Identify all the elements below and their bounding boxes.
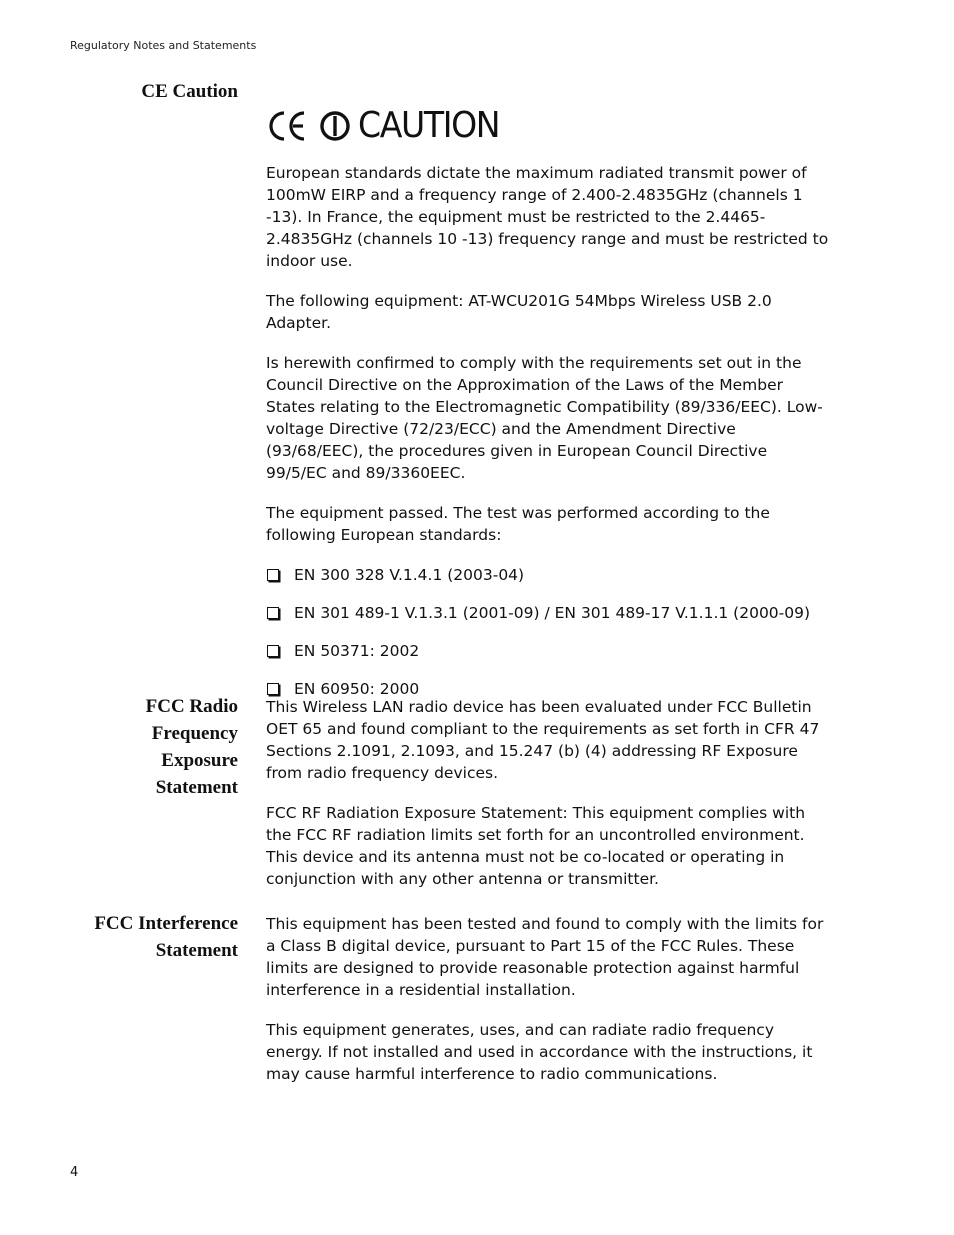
checkbox-bullet-icon: [267, 607, 279, 619]
standard-text: EN 301 489-1 V.1.3.1 (2001-09) / EN 301 489-17 V.1.1.1 (2000-09): [294, 604, 811, 622]
page-number: 4: [70, 1165, 79, 1180]
fcc-rf-body: [266, 696, 831, 908]
standard-text: EN 300 328 V.1.4.1 (2003-04): [294, 566, 525, 584]
list-item: [238, 640, 831, 662]
heading-line: FCC Radio: [145, 696, 238, 717]
alert-class-2-icon: [318, 108, 352, 144]
heading-line: FCC Interference: [94, 913, 238, 934]
standard-text: EN 60950: 2000: [294, 680, 420, 698]
running-header: Regulatory Notes and Statements: [70, 39, 257, 52]
ce-paragraph: The following equipment: AT-WCU201G 54Mbps Wireless USB 2.0 Adapter.: [266, 292, 772, 332]
heading-line: Statement: [155, 940, 238, 961]
fcc-rf-paragraph: FCC RF Radiation Exposure Statement: This equipment complies with the FCC RF radiation limits set forth for an uncontrolled environment. This device and its antenna must not be co-located or operating in conjunction with any other antenna or transmitter.: [266, 804, 806, 888]
caution-banner: [266, 106, 831, 146]
checkbox-bullet-icon: [267, 645, 279, 657]
caution-word: CAUTION: [358, 105, 500, 146]
fcc-interference-paragraph: This equipment has been tested and found to comply with the limits for a Class B digital device, pursuant to Part 15 of the FCC Rules. These limits are designed to provide reasonable protection against harmful interference in a residential installation.: [266, 915, 824, 999]
checkbox-bullet-icon: [267, 683, 279, 695]
ce-mark-icon: [266, 108, 310, 144]
heading-line: Statement: [155, 777, 238, 798]
list-item: [238, 564, 831, 586]
standards-list: [266, 564, 831, 700]
ce-paragraph: Is herewith confirmed to comply with the requirements set out in the Council Directive on the Approximation of the Laws of the Member States relating to the Electromagnetic Compatibility (89/336/EEC). Low-voltage Directive (72/23/ECC) and the Amendment Directive (93/68/EEC), the procedures given in European Council Directive 99/5/EC and 89/3360EEC.: [266, 354, 823, 482]
fcc-rf-heading: [38, 693, 238, 801]
fcc-interference-paragraph: This equipment generates, uses, and can radiate radio frequency energy. If not installed and used in accordance with the instructions, it may cause harmful interference to radio communications.: [266, 1021, 813, 1083]
fcc-interference-body: [266, 913, 831, 1103]
fcc-interference-heading: [38, 910, 238, 964]
ce-caution-body: [266, 104, 831, 716]
fcc-rf-paragraph: This Wireless LAN radio device has been evaluated under FCC Bulletin OET 65 and found compliant to the requirements as set forth in CFR 47 Sections 2.1091, 2.1093, and 15.247 (b) (4) addressing RF Exposure from radio frequency devices.: [266, 698, 820, 782]
ce-caution-heading: CE Caution: [141, 81, 238, 102]
checkbox-bullet-icon: [267, 569, 279, 581]
heading-line: Exposure: [161, 750, 238, 771]
ce-paragraph: The equipment passed. The test was performed according to the following European standards:: [266, 504, 770, 544]
ce-paragraph: European standards dictate the maximum radiated transmit power of 100mW EIRP and a frequency range of 2.400-2.4835GHz (channels 1 -13). In France, the equipment must be restricted to the 2.4465-2.4835GHz (channels 10 -13) frequency range and must be restricted to indoor use.: [266, 164, 829, 270]
heading-line: Frequency: [151, 723, 238, 744]
standard-text: EN 50371: 2002: [294, 642, 420, 660]
list-item: [238, 602, 831, 624]
